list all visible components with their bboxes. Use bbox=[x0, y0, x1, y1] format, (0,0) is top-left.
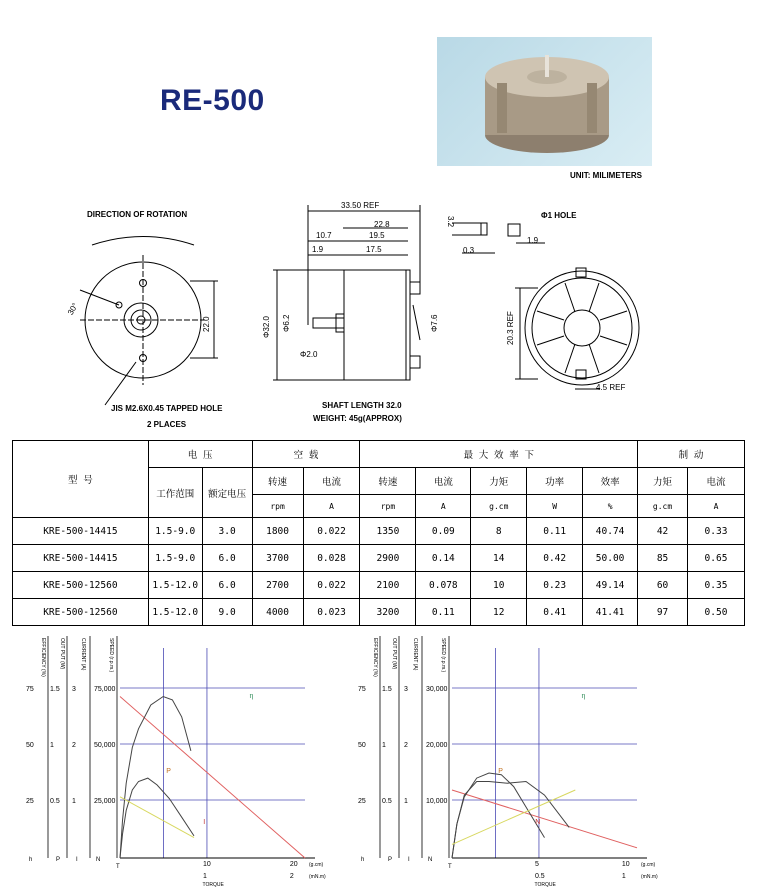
table-cell: 3.0 bbox=[202, 518, 252, 545]
axis-letter: N bbox=[96, 857, 101, 863]
x-subunit: (mN.m) bbox=[641, 874, 658, 880]
table-cell: 12 bbox=[471, 599, 527, 626]
header-current: 电流 bbox=[303, 468, 360, 495]
dim-20: Φ2.0 bbox=[300, 350, 318, 359]
dim-320: Φ32.0 bbox=[262, 316, 271, 338]
axis-title: CURRENT (A) bbox=[80, 638, 86, 671]
table-cell: 2100 bbox=[360, 572, 416, 599]
page-title: RE-500 bbox=[160, 84, 265, 117]
header-current: 电流 bbox=[416, 468, 471, 495]
table-cell: 1.5-9.0 bbox=[148, 518, 202, 545]
table-row bbox=[13, 518, 745, 545]
x-tick-label: 20 bbox=[289, 861, 298, 868]
table-cell: 0.022 bbox=[303, 572, 360, 599]
table-cell: 6.0 bbox=[202, 572, 252, 599]
unit-w: W bbox=[527, 495, 583, 518]
table-cell: 85 bbox=[638, 545, 688, 572]
curve-mark: N bbox=[535, 819, 541, 826]
x-unit: (g.cm) bbox=[309, 862, 324, 868]
unit-gcm: g.cm bbox=[471, 495, 527, 518]
tick-label: 50 bbox=[358, 742, 366, 749]
x-axis-title: TORQUE bbox=[534, 882, 556, 888]
origin-label: T bbox=[116, 864, 120, 870]
places-label: 2 PLACES bbox=[147, 420, 187, 429]
tick-label: 1 bbox=[50, 742, 54, 749]
series-speed bbox=[452, 790, 637, 848]
tick-label: 20,000 bbox=[426, 742, 448, 749]
table-cell: 0.022 bbox=[303, 518, 360, 545]
table-cell: 6.0 bbox=[202, 545, 252, 572]
dim-195: 19.5 bbox=[369, 231, 385, 240]
spec-table bbox=[12, 440, 745, 626]
tick-label: 0.5 bbox=[50, 798, 60, 805]
unit-pct: % bbox=[583, 495, 638, 518]
table-cell: 8 bbox=[471, 518, 527, 545]
tick-label: 3 bbox=[72, 686, 76, 693]
axis-letter: P bbox=[388, 857, 393, 863]
table-cell: 0.023 bbox=[303, 599, 360, 626]
x-subunit: (mN.m) bbox=[309, 874, 326, 880]
dim-175: 17.5 bbox=[366, 245, 382, 254]
curve-mark: η bbox=[581, 693, 586, 701]
axis-title: SPEED (r.p.m.) bbox=[440, 638, 446, 673]
table-cell: 50.00 bbox=[583, 545, 638, 572]
dim-19b: 1.9 bbox=[527, 236, 539, 245]
dim-107: 10.7 bbox=[316, 231, 332, 240]
series-speed bbox=[120, 697, 305, 859]
header-efficiency: 效率 bbox=[583, 468, 638, 495]
header-power: 功率 bbox=[527, 468, 583, 495]
shaft-length-label: SHAFT LENGTH 32.0 bbox=[322, 401, 402, 410]
axis-title: EFFICIENCY (%) bbox=[40, 638, 46, 677]
tick-label: 2 bbox=[404, 742, 408, 749]
unit-label: UNIT: MILIMETERS bbox=[570, 171, 642, 180]
tick-label: 25 bbox=[358, 798, 366, 805]
series-efficiency bbox=[120, 697, 191, 859]
header-speed: 转速 bbox=[360, 468, 416, 495]
header-stall: 制 动 bbox=[638, 441, 745, 468]
weight-label: WEIGHT: 45g(APPROX) bbox=[313, 414, 402, 423]
cell-model: KRE-500-12560 bbox=[13, 572, 149, 599]
dim-32: 3.2 bbox=[446, 216, 455, 228]
axis-title: OUT PUT (W) bbox=[391, 638, 397, 670]
series-efficiency bbox=[452, 782, 569, 859]
cell-model: KRE-500-14415 bbox=[13, 545, 149, 572]
axis-title: CURRENT (A) bbox=[412, 638, 418, 671]
table-cell: 0.33 bbox=[688, 518, 745, 545]
series-output bbox=[452, 773, 545, 858]
axis-letter: h bbox=[29, 857, 33, 863]
table-cell: 0.42 bbox=[527, 545, 583, 572]
tick-label: 10,000 bbox=[426, 798, 448, 805]
header-range: 工作范围 bbox=[148, 468, 202, 518]
tick-label: 1 bbox=[72, 798, 76, 805]
axis-letter: h bbox=[361, 857, 365, 863]
unit-rpm: rpm bbox=[360, 495, 416, 518]
unit-a: A bbox=[416, 495, 471, 518]
x-subtick-label: 1 bbox=[621, 873, 626, 880]
tick-label: 1.5 bbox=[50, 686, 60, 693]
x-axis-title: TORQUE bbox=[202, 882, 224, 888]
dim-3350: 33.50 REF bbox=[341, 201, 380, 210]
table-cell: 1.5-12.0 bbox=[148, 599, 202, 626]
series-current bbox=[120, 797, 194, 838]
header-maxeff: 最 大 效 率 下 bbox=[360, 441, 638, 468]
table-cell: 10 bbox=[471, 572, 527, 599]
tick-label: 1.5 bbox=[382, 686, 392, 693]
unit-a: A bbox=[303, 495, 360, 518]
unit-rpm: rpm bbox=[252, 495, 303, 518]
header-rated: 额定电压 bbox=[202, 468, 252, 518]
table-cell: 97 bbox=[638, 599, 688, 626]
phi-hole-label: Φ1 HOLE bbox=[541, 211, 577, 220]
table-cell: 40.74 bbox=[583, 518, 638, 545]
table-cell: 0.11 bbox=[527, 518, 583, 545]
dim-30deg: 30° bbox=[66, 301, 80, 317]
tick-label: 2 bbox=[72, 742, 76, 749]
table-cell: 41.41 bbox=[583, 599, 638, 626]
x-subtick-label: 1 bbox=[202, 873, 207, 880]
curve-mark: η bbox=[249, 693, 254, 701]
table-cell: 0.14 bbox=[416, 545, 471, 572]
tick-label: 25 bbox=[26, 798, 34, 805]
tapped-hole-label: JIS M2.6X0.45 TAPPED HOLE bbox=[111, 404, 223, 413]
x-unit: (g.cm) bbox=[641, 862, 656, 868]
x-subtick-label: 0.5 bbox=[534, 873, 545, 880]
performance-chart-right bbox=[352, 628, 672, 894]
axis-title: SPEED (r.p.m.) bbox=[108, 638, 114, 673]
axis-title: EFFICIENCY (%) bbox=[372, 638, 378, 677]
header-speed: 转速 bbox=[252, 468, 303, 495]
tick-label: 50 bbox=[26, 742, 34, 749]
table-cell: 0.028 bbox=[303, 545, 360, 572]
axis-letter: P bbox=[56, 857, 61, 863]
header-voltage: 电 压 bbox=[148, 441, 252, 468]
table-cell: 2900 bbox=[360, 545, 416, 572]
table-cell: 1800 bbox=[252, 518, 303, 545]
unit-gcm: g.cm bbox=[638, 495, 688, 518]
dim-203: 20.3 REF bbox=[506, 311, 515, 345]
unit-a: A bbox=[688, 495, 745, 518]
dim-220: 22.0 bbox=[202, 316, 211, 332]
table-cell: 14 bbox=[471, 545, 527, 572]
header-noload: 空 载 bbox=[252, 441, 360, 468]
axis-title: OUT PUT (W) bbox=[59, 638, 65, 670]
table-cell: 0.23 bbox=[527, 572, 583, 599]
table-cell: 0.65 bbox=[688, 545, 745, 572]
header-current: 电流 bbox=[688, 468, 745, 495]
header-torque: 力矩 bbox=[638, 468, 688, 495]
curve-mark: I bbox=[203, 819, 206, 826]
tick-label: 75,000 bbox=[94, 686, 116, 693]
tick-label: 25,000 bbox=[94, 798, 116, 805]
table-cell: 9.0 bbox=[202, 599, 252, 626]
cell-model: KRE-500-12560 bbox=[13, 599, 149, 626]
x-tick-label: 10 bbox=[202, 861, 211, 868]
tick-label: 30,000 bbox=[426, 686, 448, 693]
series-current bbox=[452, 790, 575, 844]
table-row bbox=[13, 599, 745, 626]
dim-45: 4.5 REF bbox=[596, 383, 626, 392]
table-row bbox=[13, 572, 745, 599]
tick-label: 50,000 bbox=[94, 742, 116, 749]
curve-mark: P bbox=[166, 768, 171, 775]
table-cell: 42 bbox=[638, 518, 688, 545]
tick-label: 1 bbox=[404, 798, 408, 805]
table-cell: 0.11 bbox=[416, 599, 471, 626]
x-tick-label: 5 bbox=[534, 861, 539, 868]
table-cell: 1.5-12.0 bbox=[148, 572, 202, 599]
direction-label: DIRECTION OF ROTATION bbox=[87, 210, 188, 219]
x-tick-label: 10 bbox=[621, 861, 630, 868]
tick-label: 3 bbox=[404, 686, 408, 693]
table-cell: 0.50 bbox=[688, 599, 745, 626]
table-cell: 1.5-9.0 bbox=[148, 545, 202, 572]
series-output bbox=[120, 778, 194, 858]
table-cell: 3700 bbox=[252, 545, 303, 572]
table-cell: 0.35 bbox=[688, 572, 745, 599]
dim-19a: 1.9 bbox=[312, 245, 324, 254]
origin-label: T bbox=[448, 864, 452, 870]
dim-62: Φ6.2 bbox=[282, 314, 291, 332]
axis-letter: N bbox=[428, 857, 433, 863]
header-model: 型 号 bbox=[13, 441, 149, 518]
table-cell: 2700 bbox=[252, 572, 303, 599]
table-cell: 49.14 bbox=[583, 572, 638, 599]
table-cell: 0.41 bbox=[527, 599, 583, 626]
performance-chart-left bbox=[20, 628, 340, 894]
curve-mark: P bbox=[498, 768, 503, 775]
table-cell: 0.09 bbox=[416, 518, 471, 545]
cell-model: KRE-500-14415 bbox=[13, 518, 149, 545]
table-cell: 1350 bbox=[360, 518, 416, 545]
dim-228: 22.8 bbox=[374, 220, 390, 229]
tick-label: 1 bbox=[382, 742, 386, 749]
tick-label: 75 bbox=[26, 686, 34, 693]
x-subtick-label: 2 bbox=[289, 873, 294, 880]
dim-76: Φ7.6 bbox=[430, 314, 439, 332]
tick-label: 0.5 bbox=[382, 798, 392, 805]
table-cell: 0.078 bbox=[416, 572, 471, 599]
axis-letter: I bbox=[408, 857, 410, 863]
dim-03: 0.3 bbox=[463, 246, 475, 255]
header-torque: 力矩 bbox=[471, 468, 527, 495]
table-row bbox=[13, 545, 745, 572]
tick-label: 75 bbox=[358, 686, 366, 693]
axis-letter: I bbox=[76, 857, 78, 863]
table-cell: 4000 bbox=[252, 599, 303, 626]
table-cell: 3200 bbox=[360, 599, 416, 626]
table-cell: 60 bbox=[638, 572, 688, 599]
